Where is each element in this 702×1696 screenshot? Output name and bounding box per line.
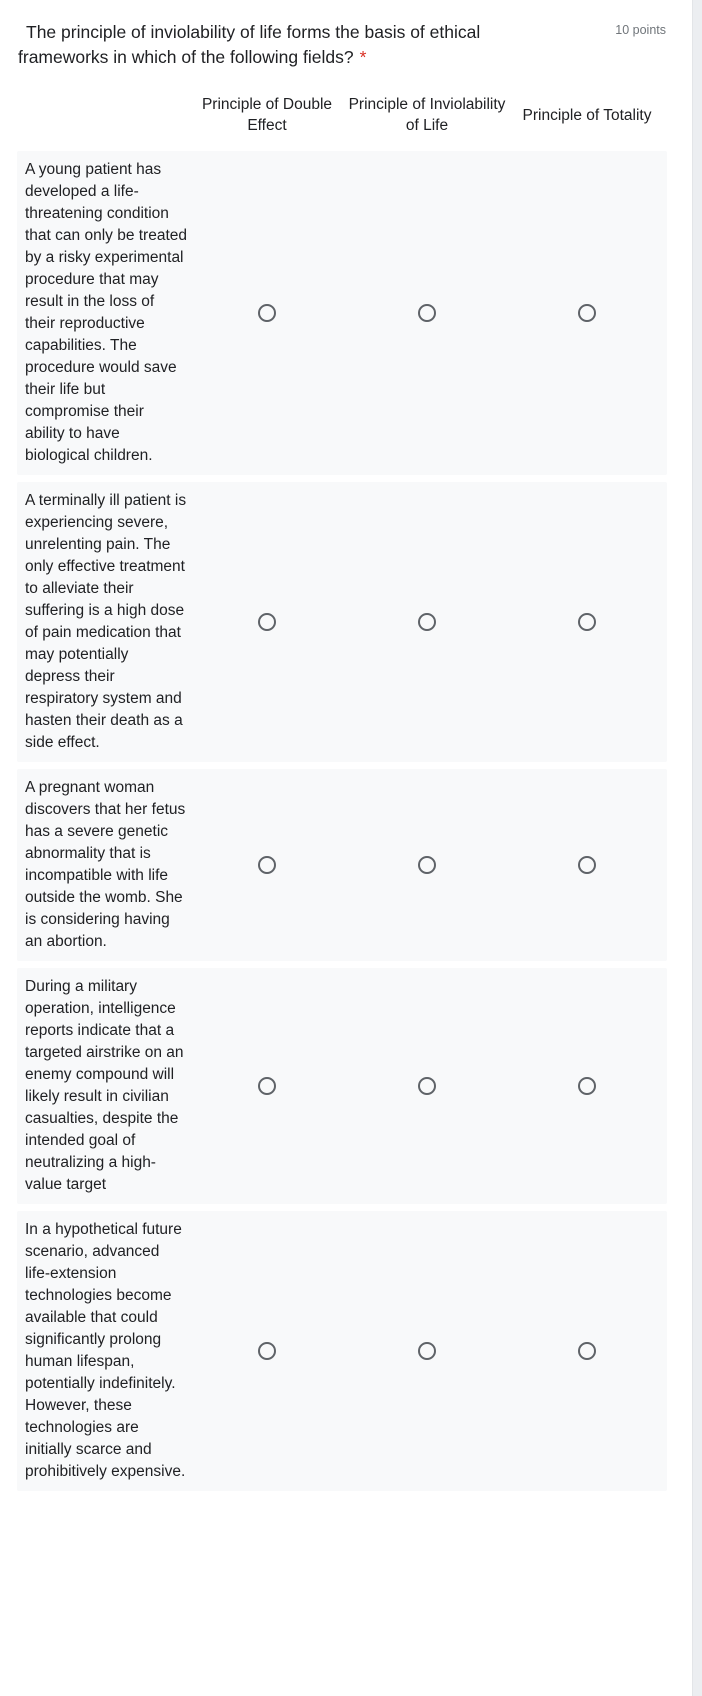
grid-cell — [347, 769, 507, 961]
radio-row4-inviolability[interactable] — [418, 1077, 436, 1095]
radio-row1-double-effect[interactable] — [258, 304, 276, 322]
grid-cell — [347, 968, 507, 1204]
grid-cell — [187, 1211, 347, 1491]
radio-row3-double-effect[interactable] — [258, 856, 276, 874]
question-header — [0, 0, 692, 70]
question-title — [18, 20, 664, 70]
row-label: In a hypothetical future scenario, advanced life-extension technologies become available that could significantly prolong human lifespan, potentially indefinitely. However, these technologies are initially scarce and prohibitively expensive. — [25, 1221, 186, 1480]
grid-cell — [507, 482, 667, 762]
radio-row5-double-effect[interactable] — [258, 1342, 276, 1360]
row-label: A terminally ill patient is experiencing severe, unrelenting pain. The only effective treatment to alleviate their suffering is a high dose of pain medication that may potentially depress their respiratory system and hasten their death as a side effect. — [25, 492, 187, 751]
grid-row — [17, 968, 667, 1204]
radio-row5-totality[interactable] — [578, 1342, 596, 1360]
radio-row5-inviolability[interactable] — [418, 1342, 436, 1360]
column-header-double-effect: Principle of Double Effect — [201, 96, 333, 134]
grid-cell — [507, 1211, 667, 1491]
grid-cell — [187, 968, 347, 1204]
radio-row2-totality[interactable] — [578, 613, 596, 631]
radio-row2-double-effect[interactable] — [258, 613, 276, 631]
grid-cell — [507, 151, 667, 475]
grid-header-row — [17, 86, 667, 144]
column-header-inviolability: Principle of Inviolability of Life — [348, 96, 506, 134]
points-label: 10 points — [615, 23, 666, 37]
radio-row1-totality[interactable] — [578, 304, 596, 322]
grid-cell — [347, 151, 507, 475]
row-label: A young patient has developed a life-threatening condition that can only be treated by a risky experimental procedure that may result in the loss of their reproductive capabilities. The procedure would save their life but compromise their ability to have biological children. — [25, 161, 188, 464]
radio-row3-totality[interactable] — [578, 856, 596, 874]
grid-cell — [507, 968, 667, 1204]
row-label: During a military operation, intelligence reports indicate that a targeted airstrike on an enemy compound will likely result in civilian casualties, despite the intended goal of neutralizing a high-value target — [25, 978, 184, 1193]
grid-row — [17, 769, 667, 961]
grid-cell — [347, 482, 507, 762]
column-header-totality: Principle of Totality — [522, 106, 652, 124]
radio-row1-inviolability[interactable] — [418, 304, 436, 322]
grid-cell — [347, 1211, 507, 1491]
radio-row3-inviolability[interactable] — [418, 856, 436, 874]
row-label: A pregnant woman discovers that her fetus has a severe genetic abnormality that is incompatible with life outside the womb. She is considering having an abortion. — [25, 779, 186, 950]
grid-cell — [187, 769, 347, 961]
grid-row — [17, 151, 667, 475]
radio-row4-totality[interactable] — [578, 1077, 596, 1095]
choice-grid — [17, 86, 667, 1491]
page-scrollbar[interactable] — [692, 0, 702, 1696]
grid-cell — [187, 151, 347, 475]
radio-row4-double-effect[interactable] — [258, 1077, 276, 1095]
grid-header-spacer — [17, 86, 187, 144]
required-marker: * — [359, 47, 367, 67]
question-title-text: The principle of inviolability of life forms the basis of ethical frameworks in which of the following fields? — [18, 22, 481, 67]
grid-cell — [187, 482, 347, 762]
grid-row — [17, 482, 667, 762]
grid-cell — [507, 769, 667, 961]
grid-row — [17, 1211, 667, 1491]
radio-row2-inviolability[interactable] — [418, 613, 436, 631]
